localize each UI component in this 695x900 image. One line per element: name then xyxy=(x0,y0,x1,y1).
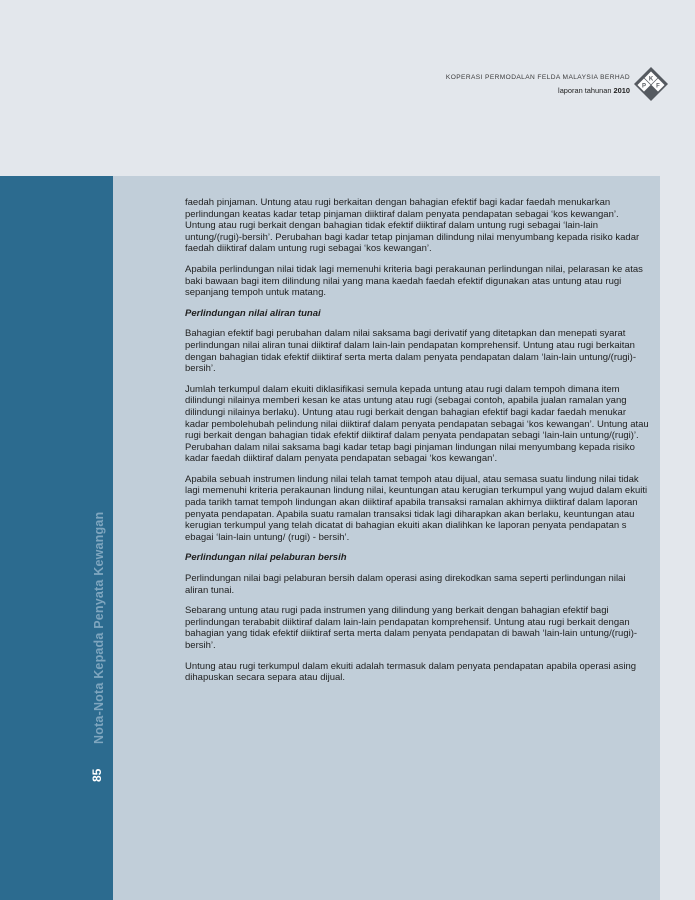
page-header xyxy=(0,0,695,176)
right-margin xyxy=(660,176,695,900)
paragraph: faedah pinjaman. Untung atau rugi berkaitan dengan bahagian efektif bagi kadar faedah menukarkan perlindungan keatas kadar tetap pinjaman diiktiraf dalam penyata pendapatan sebagai ‘kos kewangan’. Untung atau rugi berkait dengan bahagian tidak efektif diiktiraf dalam untung rugi sebagai ‘lain-lain untung/(rugi)-bersih’. Perubahan bagi kadar tetap pinjaman dilindung nilai menyumbang kepada risiko kadar faedah diiktiraf dalam untung rugi sebagai ‘kos kewangan’. xyxy=(185,197,640,255)
page-number: 85 xyxy=(90,768,104,782)
paragraph: Sebarang untung atau rugi pada instrumen yang dilindung yang berkait dengan bahagian efektif bagi perlindungan terababit diiktiraf dalam lain-lain pendapatan komprehensif. Untung atau rugi berkait dengan bahagian yang tidak efektif diiktiraf serta merta dalam penyata pendapatan di bawah ‘lain-lain untung/(rugi)-bersih’. xyxy=(185,605,638,651)
logo-letter-f: F xyxy=(656,83,660,90)
report-year: 2010 xyxy=(613,86,630,95)
subheading-net-investment-hedge: Perlindungan nilai pelaburan bersih xyxy=(185,552,347,564)
subheading-cash-flow-hedge: Perlindungan nilai aliran tunai xyxy=(185,307,321,319)
paragraph: Apabila sebuah instrumen lindung nilai telah tamat tempoh atau dijual, atau semasa suatu lindung nilai tidak lagi memenuhi kriteria perakaunan lindung nilai, keuntungan atau kerugian terkumpul yang wujud dalam ekuiti pada tarikh tamat tempoh lindungan akan diiktiraf apabila transaksi ramalan akhirnya diiktiraf dalam laporan penyata pendapatan. Apabila suatu ramalan transaksi tidak lagi diharapkan akan berlaku, keuntungan atau kerugian terkumpul yang telah dicatat di bahagian ekuiti akan dialihkan ke laporan penyata pendapatan s ebagai ‘lain-lain untung/ (rugi) - bersih’. xyxy=(185,473,648,543)
paragraph: Jumlah terkumpul dalam ekuiti diklasifikasi semula kepada untung atau rugi dalam tempoh dimana item dilindungi nilainya memberi kesan ke atas untung atau rugi (sebagai contoh, apabila jualan ramalan yang dilindungi nilainya berlaku). Untung atau rugi berkait dengan bahagian efektif bagi kadar faedah menukar kadar pembolehubah pelindung nilai diiktiraf dalam penyata pendapatan sebagai ‘kos kewangan’. Untung atau rugi berkait dengan bahagian tidak efektif diiktiraf dalam penyata pendapatan sebagi ‘lain-lain untung/(rugi)’. Perubahan dalam nilai saksama bagi kadar tetap bagi pinjaman lindungan nilai menyumbang kepada risiko kadar faedah diiktiraf dalam penyata pendapatan sebagai ‘kos kewangan’. xyxy=(185,383,649,465)
company-name: KOPERASI PERMODALAN FELDA MALAYSIA BERHAD xyxy=(445,74,630,81)
paragraph: Untung atau rugi terkumpul dalam ekuiti adalah termasuk dalam penyata pendapatan apabila operasi asing dihapuskan secara separa atau dijual. xyxy=(185,660,637,684)
section-title: Nota-Nota Kepada Penyata Kewangan xyxy=(92,511,106,744)
body-text xyxy=(185,197,651,693)
logo-letter-k: K xyxy=(648,76,654,83)
paragraph: Perlindungan nilai bagi pelaburan bersih dalam operasi asing direkodkan sama seperti perlindungan nilai aliran tunai. xyxy=(185,573,626,596)
report-prefix: laporan tahunan xyxy=(558,86,612,95)
report-title xyxy=(558,86,630,95)
paragraph: Bahagian efektif bagi perubahan dalam nilai saksama bagi derivatif yang ditetapkan dan menepati syarat perlindungan nilai aliran tunai diiktiraf dalam lain-lain pendapatan komprehensif. Untung atau rugi berkaitan dengan bahagian tidak efektif diiktiraf serta merta dalam penyata pendapatan dalam ‘lain-lain untung/(rugi)-bersih’. xyxy=(185,328,636,375)
kpf-logo xyxy=(633,66,669,102)
logo-letter-p: P xyxy=(641,83,647,90)
paragraph: Apabila perlindungan nilai tidak lagi memenuhi kriteria bagi perakaunan perlindungan nilai, pelarasan ke atas baki bawaan bagi item dilindung nilai yang mana kaedah faedah efektif digunakan atas untung atau rugi sepanjang tempoh untuk matang. xyxy=(185,263,643,299)
